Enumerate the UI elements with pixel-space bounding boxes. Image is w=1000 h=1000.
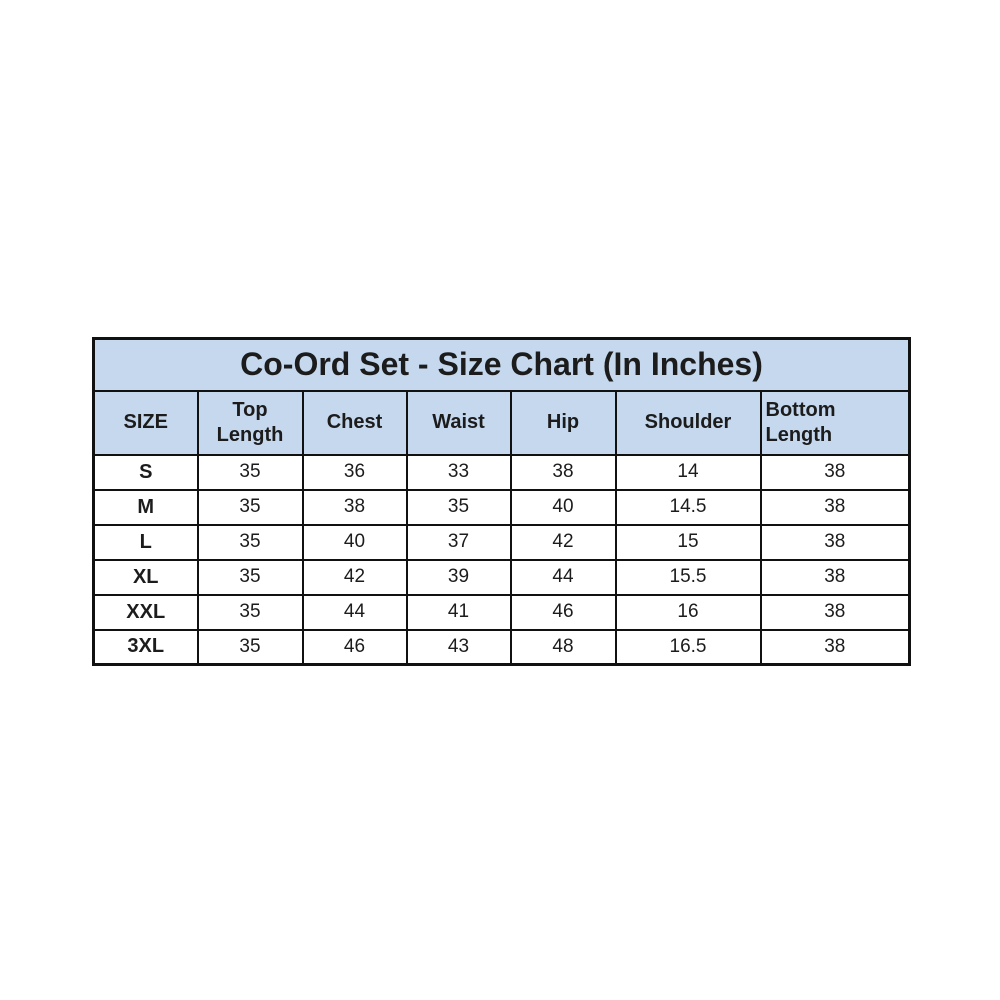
size-cell: 3XL [94,630,198,665]
chest-cell: 40 [303,525,407,560]
column-header-shoulder: Shoulder [616,391,761,455]
bottom-length-cell: 38 [761,595,910,630]
size-chart-title-row [94,339,910,391]
waist-cell: 39 [407,560,511,595]
size-chart-title: Co-Ord Set - Size Chart (In Inches) [94,339,910,391]
hip-cell: 40 [511,490,616,525]
bottom-length-cell: 38 [761,490,910,525]
chest-cell: 36 [303,455,407,490]
column-header-hip: Hip [511,391,616,455]
bottom-length-cell: 38 [761,630,910,665]
waist-cell: 35 [407,490,511,525]
size-row-m [94,490,910,525]
size-cell: L [94,525,198,560]
waist-cell: 43 [407,630,511,665]
bottom-length-cell: 38 [761,525,910,560]
chest-cell: 42 [303,560,407,595]
top-length-cell: 35 [198,525,303,560]
size-chart-table [92,337,911,666]
shoulder-cell: 14.5 [616,490,761,525]
hip-cell: 46 [511,595,616,630]
shoulder-cell: 16.5 [616,630,761,665]
chest-cell: 38 [303,490,407,525]
chest-cell: 44 [303,595,407,630]
column-header-chest: Chest [303,391,407,455]
hip-cell: 48 [511,630,616,665]
column-header-waist: Waist [407,391,511,455]
chest-cell: 46 [303,630,407,665]
size-chart-header-row [94,391,910,455]
column-header-top-length: Top Length [198,391,303,455]
size-cell: S [94,455,198,490]
size-chart [92,337,908,666]
column-header-size: SIZE [94,391,198,455]
size-row-l [94,525,910,560]
waist-cell: 33 [407,455,511,490]
hip-cell: 38 [511,455,616,490]
size-cell: XL [94,560,198,595]
shoulder-cell: 14 [616,455,761,490]
bottom-length-cell: 38 [761,560,910,595]
hip-cell: 42 [511,525,616,560]
size-row-3xl [94,630,910,665]
waist-cell: 41 [407,595,511,630]
top-length-cell: 35 [198,490,303,525]
shoulder-cell: 16 [616,595,761,630]
column-header-bottom-length: Bottom Length [761,391,910,455]
size-cell: XXL [94,595,198,630]
waist-cell: 37 [407,525,511,560]
size-row-xl [94,560,910,595]
top-length-cell: 35 [198,630,303,665]
top-length-cell: 35 [198,595,303,630]
size-cell: M [94,490,198,525]
size-row-xxl [94,595,910,630]
size-row-s [94,455,910,490]
shoulder-cell: 15 [616,525,761,560]
shoulder-cell: 15.5 [616,560,761,595]
hip-cell: 44 [511,560,616,595]
top-length-cell: 35 [198,455,303,490]
bottom-length-cell: 38 [761,455,910,490]
top-length-cell: 35 [198,560,303,595]
